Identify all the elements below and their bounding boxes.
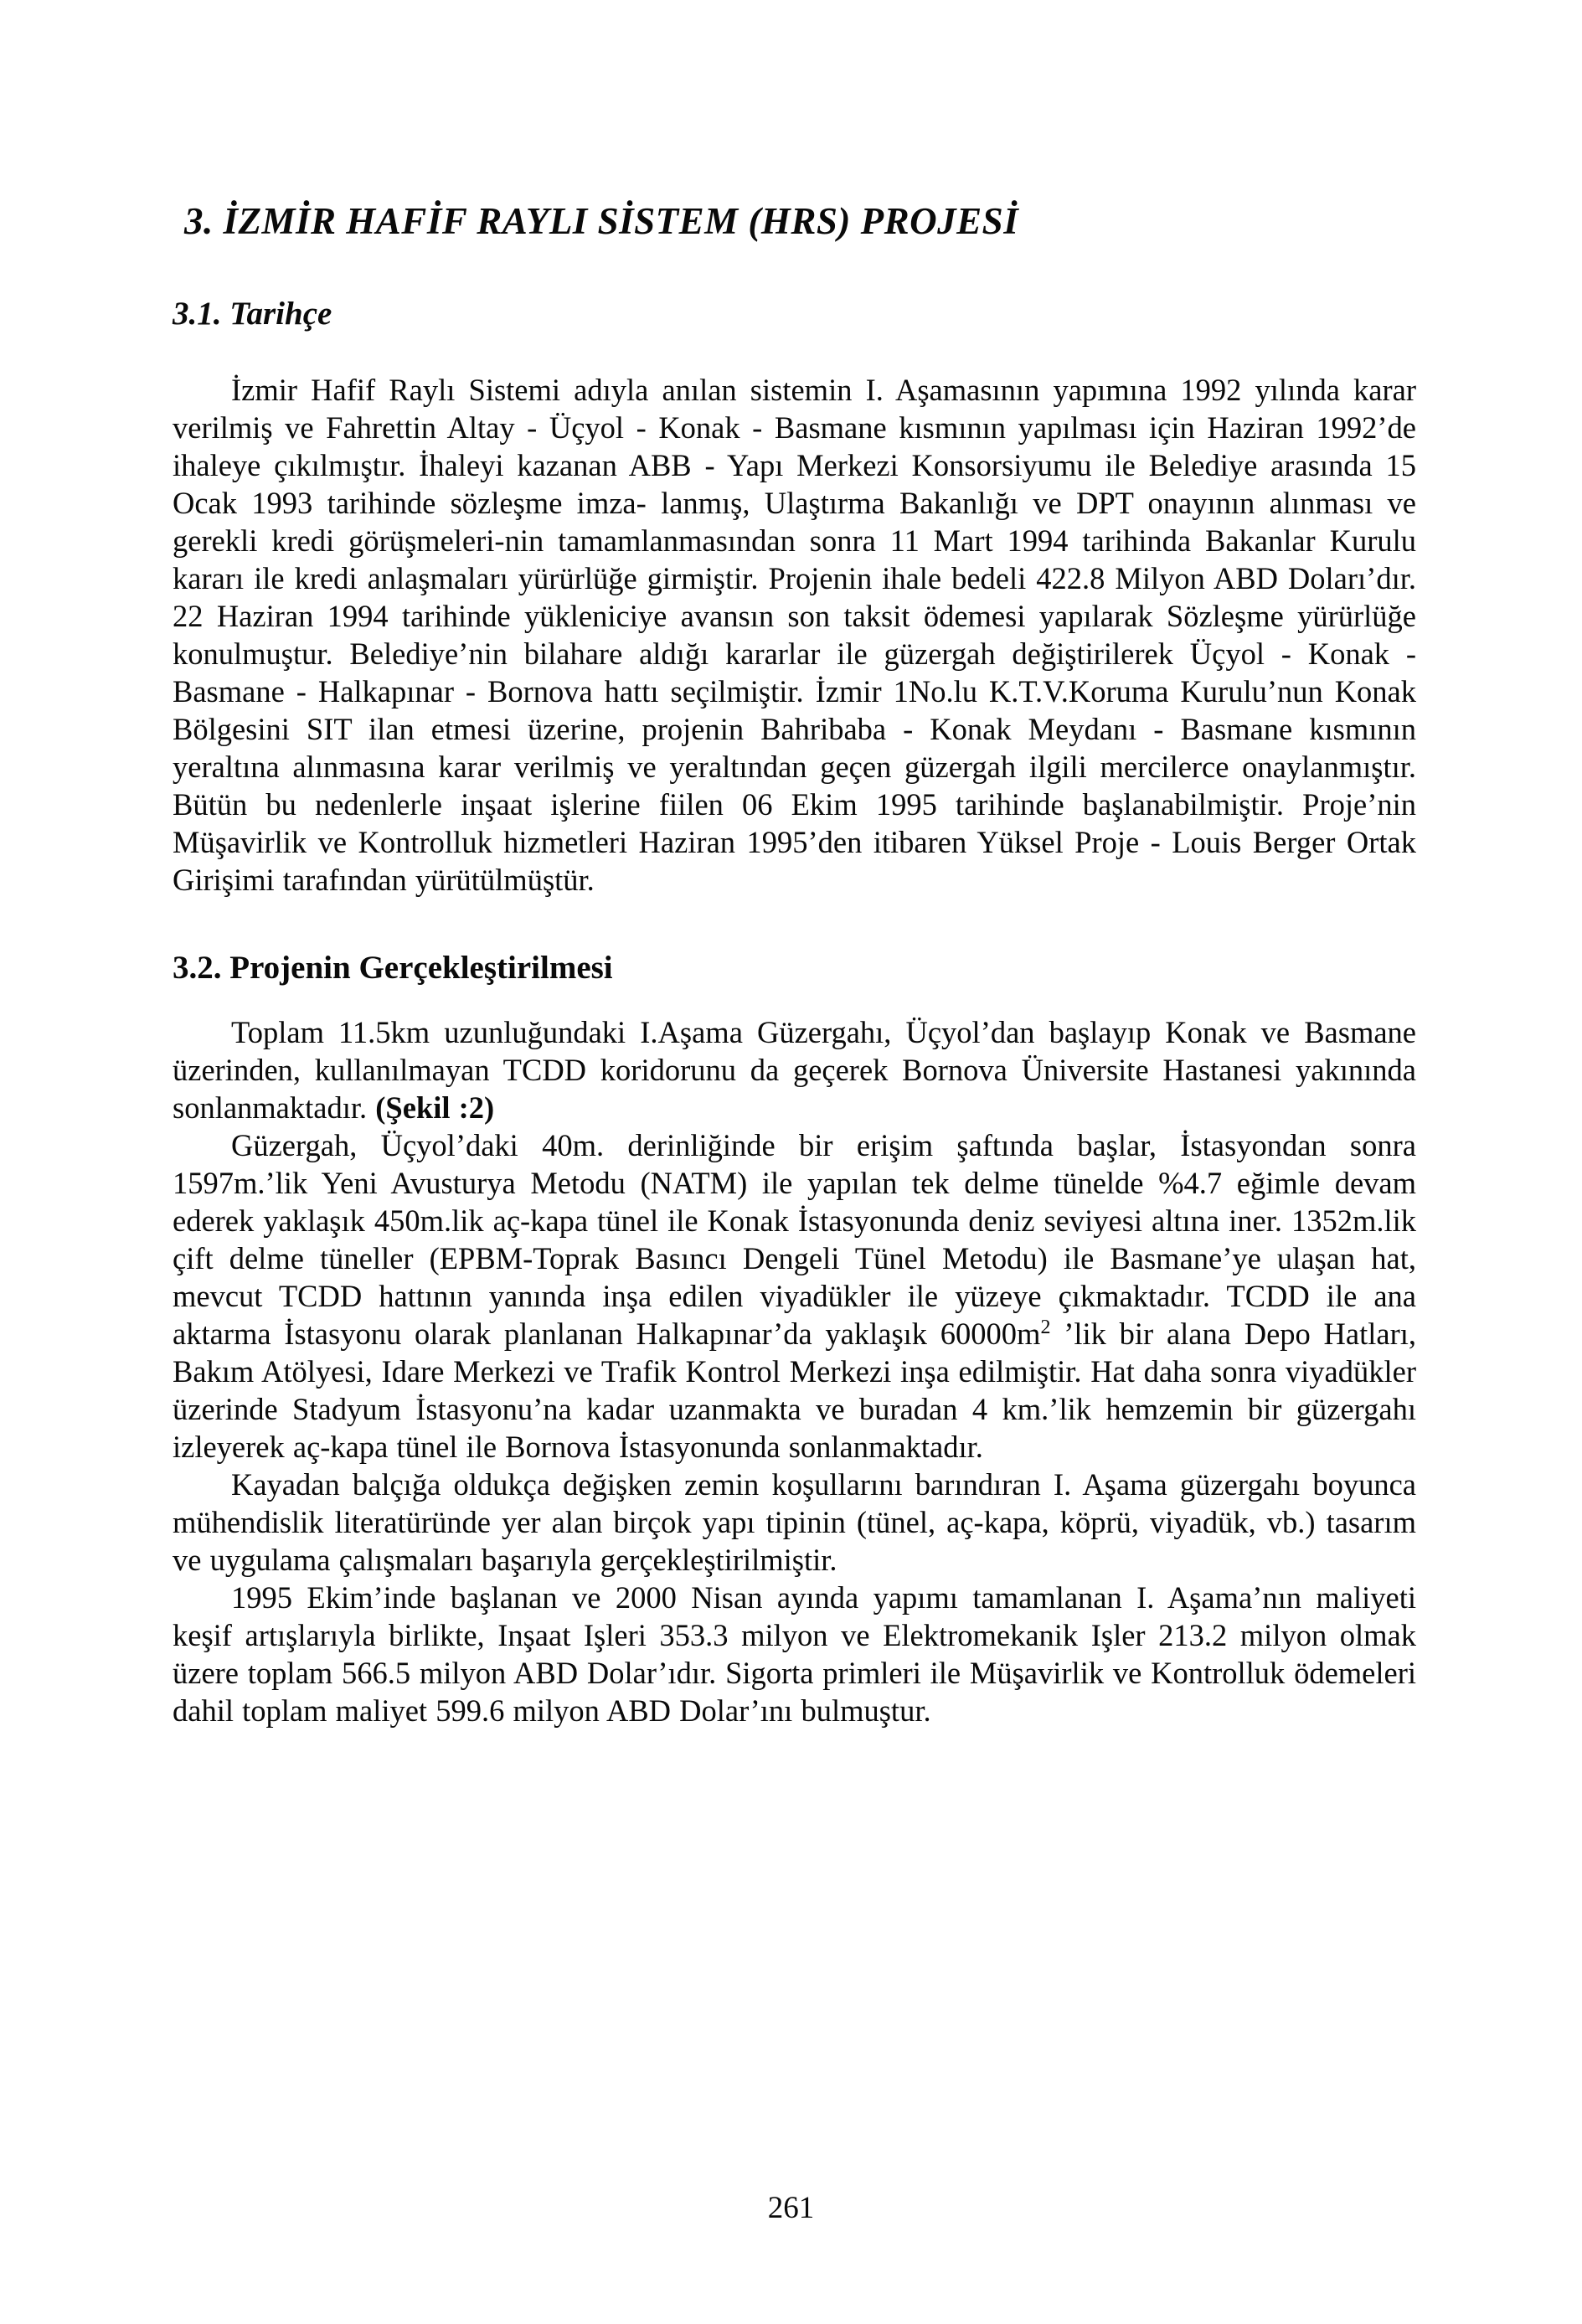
section-title: 3. İZMİR HAFİF RAYLI SİSTEM (HRS) PROJESİ (184, 200, 1019, 242)
paragraph-guzergah-ozet (173, 1013, 1416, 1126)
paragraph-zemin-kosullari: Kayadan balçığa oldukça değişken zemin koşullarını barındıran I. Aşama güzergahı boyunca mühendislik literatüründe yer alan birçok yapı tipinin (tünel, aç-kapa, köprü, viyadük, vb.) tasarım ve uygulama çalışmaları başarıyla gerçekleştirilmiştir. (173, 1467, 1416, 1577)
paragraph-maliyet: 1995 Ekim’inde başlanan ve 2000 Nisan ayında yapımı tamamlanan I. Aşama’nın maliyeti keşif artışlarıyla birlikte, Inşaat Işleri 353.3 milyon ve Elektromekanik Işler 213.2 milyon olmak üzere toplam 566.5 milyon ABD Dolar’ıdır. Sigorta primleri ile Müşavirlik ve Kontrolluk ödemeleri dahil toplam maliyet 599.6 milyon ABD Dolar’ını bulmuştur. (173, 1580, 1416, 1728)
paragraph-text: Güzergah, Üçyol’daki 40m. derinliğinde bir erişim şaftında başlar, İstasyondan sonra 1597m.’lik Yeni Avusturya Metodu (NATM) ile yapılan tek delme tünelde %4.7 eğimle devam ederek yaklaşık 450m.lik aç-kapa tünel ile Konak İstasyonunda deniz seviyesi altına iner. 1352m.lik çift delme tüneller (EPBM-Toprak Basıncı Dengeli Tünel Metodu) ile Basmane’ye ulaşan hat, mevcut TCDD hattının yanında inşa edilen viyadükler ile yüzeye çıkmaktadır. TCDD ile ana aktarma İstasyonu olarak planlanan Halkapınar’da yaklaşık 60000m (173, 1128, 1416, 1351)
figure-reference: (Şekil :2) (375, 1090, 495, 1125)
page-number: 261 (767, 2191, 815, 2225)
paragraph-tarihce: İzmir Hafif Raylı Sistemi adıyla anılan sistemin I. Aşamasının yapımına 1992 yılında karar verilmiş ve Fahrettin Altay - Üçyol - Konak - Basmane kısmının yapılması için Haziran 1992’de ihaleye çıkılmıştır. İhaleyi kazanan ABB - Yapı Merkezi Konsorsiyumu ile Belediye arasında 15 Ocak 1993 tarihinde sözleşme imza- lanmış, Ulaştırma Bakanlığı ve DPT onayının alınması ve gerekli kredi görüşmeleri-nin tamamlanmasından sonra 11 Mart 1994 tarihinda Bakanlar Kurulu kararı ile kredi anlaşmaları yürürlüğe girmiştir. Projenin ihale bedeli 422.8 Milyon ABD Doları’dır. 22 Haziran 1994 tarihinde yükleniciye avansın son taksit ödemesi yapılarak Sözleşme yürürlüğe konulmuştur. Belediye’nin bilahare aldığı kararlar ile güzergah değiştirilerek Üçyol - Konak - Basmane - Halkapınar - Bornova hattı seçilmiştir. İzmir 1No.lu K.T.V.Koruma Kurulu’nun Konak Bölgesini SIT ilan etmesi üzerine, projenin Bahribaba - Konak Meydanı - Basmane kısmının yeraltına alınmasına karar verilmiş ve yeraltından geçen güzergah ilgili mercilerce onaylanmıştır. Bütün bu nedenlerle inşaat işlerine fiilen 06 Ekim 1995 tarihinde başlanabilmiştir. Proje’nin Müşavirlik ve Kontrolluk hizmetleri Haziran 1995’den itibaren Yüksel Proje - Louis Berger Ortak Girişimi tarafından yürütülmüştür. (173, 373, 1416, 897)
subsection-heading-tarihce: 3.1. Tarihçe (173, 296, 332, 332)
paragraph-text: ’lik bir alana Depo Hatları, Bakım Atölyesi, Idare Merkezi ve Trafik Kontrol Merkezi inşa edilmiştir. Hat daha sonra viyadükler üzerinde Stadyum İstasyonu’na kadar uzanmakta ve buradan 4 km.’lik hemzemin bir güzergahı izleyerek aç-kapa tünel ile Bornova İstasyonunda sonlanmaktadır. (173, 1317, 1416, 1464)
superscript-square-meters: 2 (1040, 1316, 1051, 1338)
subsection-heading-gerceklestirilmesi: 3.2. Projenin Gerçekleştirilmesi (173, 950, 613, 986)
paragraph-guzergah-detay (173, 1126, 1416, 1466)
paragraph-text: Toplam 11.5km uzunluğundaki I.Aşama Güzergahı, Üçyol’dan başlayıp Konak ve Basmane üzerinden, kullanılmayan TCDD koridorunu da geçerek Bornova Üniversite Hastanesi yakınında sonlanmaktadır. (173, 1015, 1416, 1125)
